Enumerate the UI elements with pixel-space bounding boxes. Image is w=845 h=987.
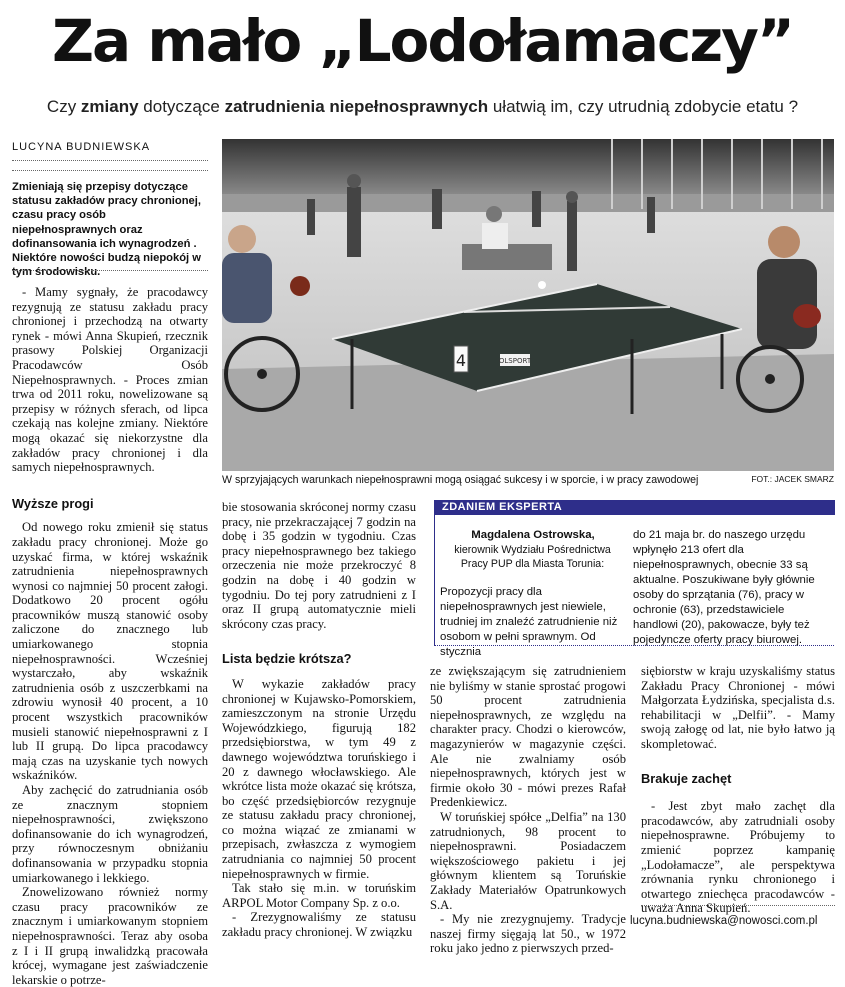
photo-caption: W sprzyjających warunkach niepełnosprawni mogą osiągać sukcesy i w sporcie, i w pracy zawodowej FOT.: JACEK SMARZ — [222, 474, 834, 486]
photo-table-tennis — [222, 139, 834, 471]
author-email: lucyna.budniewska@nowosci.com.pl — [630, 915, 818, 927]
col1-paragraph-1: - Mamy sygnały, że pracodawcy rezygnują ze statusu zakładu pracy chronionej i przechodzą na otwarty rynek - mówi Anna Skupień, rzecznik prasowy Polskiej Organizacji Pracodawców Osób Niepełnosprawnych. - Proces zmian trwa od 2011 roku, nowelizowane są przepisy w różnych sferach, od lipca czekają nas kolejne zmiany. Niektóre mogą okazać się niekorzystne dla zakładów pracy chronionej i dla samych niepełnosprawnych. — [12, 285, 208, 475]
byline-divider — [12, 160, 208, 161]
column-2 — [222, 500, 416, 940]
col2-paragraph-1: bie stosowania skróconej normy czasu pracy, nie przekraczającej 7 godzin na dobę i 35 godzin w tygodniu. Czas pracy niepełnosprawnego bez takiego orzeczenia nie może przekroczyć 8 godzin na dobę i 40 godzin w tygodniu. Do tej pory zatrudnieni z I oraz II grupą automatycznie mieli skrócony czas pracy. — [222, 500, 416, 631]
byline: LUCYNA BUDNIEWSKA — [12, 141, 151, 153]
column-3 — [430, 664, 626, 956]
heading-wyzsze-progi: Wyższe progi — [12, 495, 94, 511]
lead-divider-top — [12, 170, 208, 171]
col2-paragraph-2: W wykazie zakładów pracy chronionej w Kujawsko-Pomorskiem, zamieszczonym na stronie Urzędu Wojewódzkiego, figurują 182 przedsiębiorstwa, w tym 49 z dawnego województwa toruńskiego i 20 z dawnego włocławskiego. Ale wkrótce lista może okazać się krótsza, bo część przedsiębiorców rezygnuje ze statusu zakładu pracy chronionej, co można wiązać ze zmianami w przepisach, zwłaszcza z wymogiem zatrudniania co najmniej 50 procent niepełnosprawnych w firmie. — [222, 676, 416, 881]
col4-paragraph-2: - Jest zbyt mało zachęt dla pracodawców, aby zatrudniali osoby niepełnosprawne. Próbujemy to zmienić poprzez kampanię „Lodołamacze”, ale perspektywa zrównania rynku chronionego i otwartego zniechęca pracodawców - uważa Anna Skupień. — [641, 799, 835, 916]
lead-divider-bottom — [12, 270, 208, 271]
col4-paragraph-1: siębiorstw w kraju uzyskaliśmy status Zakładu Pracy Chronionej - mówi Małgorzata Łydzińska, specjalista d.s. rehabilitacji w „Delfii”. - Mamy swoją załogę od lat, nie było łatwo ją skompletować. — [641, 664, 835, 751]
col1-paragraph-3: Aby zachęcić do zatrudniania osób ze znacznym stopniem niepełnosprawności, zwiększono dofinansowanie do ich wynagrodzeń, przy równoczesnym obniżaniu dofinansowania w przypadku stopnia umiarkowanego i lekkiego. — [12, 783, 208, 885]
col3-paragraph-2: W toruńskiej spółce „Delfia” na 130 zatrudnionych, 98 procent to niepełnosprawni. Posiadaczem większościowego pakietu i jej głównym klientem są Toruńskie Zakłady Materiałów Opatrunkowych S.A. — [430, 809, 626, 912]
expert-role: kierownik Wydziału Pośrednictwa Pracy PUP dla Miasta Torunia: — [454, 544, 611, 570]
col2-paragraph-3: Tak stało się m.in. w toruńskim ARPOL Motor Company Sp. z o.o. — [222, 881, 416, 910]
col1-paragraph-2: Od nowego roku zmienił się status zakładu pracy chronionej. Może go uzyskać firma, w której wskaźnik zatrudnienia niepełnosprawnych wynosi co najmniej 50 procent załogi. Dodatkowo 20 procent ogółu pracowników muszą stanowić osoby zaliczone do znacznego lub umiarkowanego stopnia niepełnosprawności. Wcześniej wystarczało, aby wskaźnik zatrudnienia osób z uszczerbkami na zdrowiu wynosił 40 procent, a 10 procent wszystkich pracowników musieli stanowić niepełnosprawni z I lub II grupą. Do lipca pracodawcy mają czas na uzyskanie tych nowych wskaźników. — [12, 520, 208, 783]
expert-text-left: Propozycji pracy dla niepełnosprawnych jest niewiele, trudniej im znaleźć zatrudnienie niż osobom w pełni sprawnym. Od stycznia — [440, 586, 618, 658]
col1-paragraph-4: Znowelizowano również normy czasu pracy pracowników ze znacznym i umiarkowanym stopniem niepełnosprawności. Teraz aby osoba z I i II grupą inwalidzką pracowała krócej, wymagane jest zaświadczenie lekarskie o potrze- — [12, 885, 208, 987]
expert-name: Magdalena Ostrowska, — [471, 529, 595, 541]
number-card-text: 4 — [455, 351, 467, 370]
col2-paragraph-4: - Zrezygnowaliśmy ze statusu zakładu pracy chronionej. W związku — [222, 910, 416, 940]
heading-brakuje-zachet: Brakuje zachęt — [641, 770, 732, 786]
expert-title: ZDANIEM EKSPERTA — [442, 501, 563, 513]
table-sign-text: OLSPORT — [498, 357, 532, 365]
col3-paragraph-1: ze zwiększającym się zatrudnieniem nie byliśmy w stanie sprostać progowi 50 procent zatrudnienia niepełnosprawnych, ze względu na charakter pracy. Chodzi o kierowców, magazynierów w magazynie części. Ale nie zwalniamy osób niepełnosprawnych, których jest w firmie około 30 - mówi prezes Rafał Predenkiewicz. — [430, 664, 626, 810]
subheadline: Czy zmiany dotyczące zatrudnienia niepełnosprawnych ułatwią im, czy utrudnią zdobycie etatu ? — [46, 97, 799, 116]
headline: Za mało „Lodołamaczy” — [51, 7, 794, 75]
column-1 — [12, 285, 208, 987]
email-divider — [641, 905, 835, 906]
heading-lista-krotsza: Lista będzie krótsza? — [222, 651, 352, 667]
lead-paragraph: Zmieniają się przepisy dotyczące statusu zakładów pracy chronionej, czasu pracy osób niepełnosprawnych oraz dofinansowania ich wynagrodzeń . Niektóre nowości budzą niepokój w tym środowisku. — [12, 181, 201, 279]
expert-text-right: do 21 maja br. do naszego urzędu wpłynęło 213 ofert dla niepełnosprawnych, obecnie 33 są aktualne. Poszukiwane były głównie osoby do sprzątania (76), pracy w ochronie (63), przedstawiciele handlowi (20), pakowacze, były też pojedyncze oferty pracy biurowej. — [633, 529, 815, 646]
col3-paragraph-3: - My nie zrezygnujemy. Tradycje naszej firmy sięgają lat 50., w 1972 roku jako jedno z pierwszych przed- — [430, 912, 626, 956]
column-4 — [641, 664, 835, 916]
photo-credit: FOT.: JACEK SMARZ — [751, 474, 834, 484]
